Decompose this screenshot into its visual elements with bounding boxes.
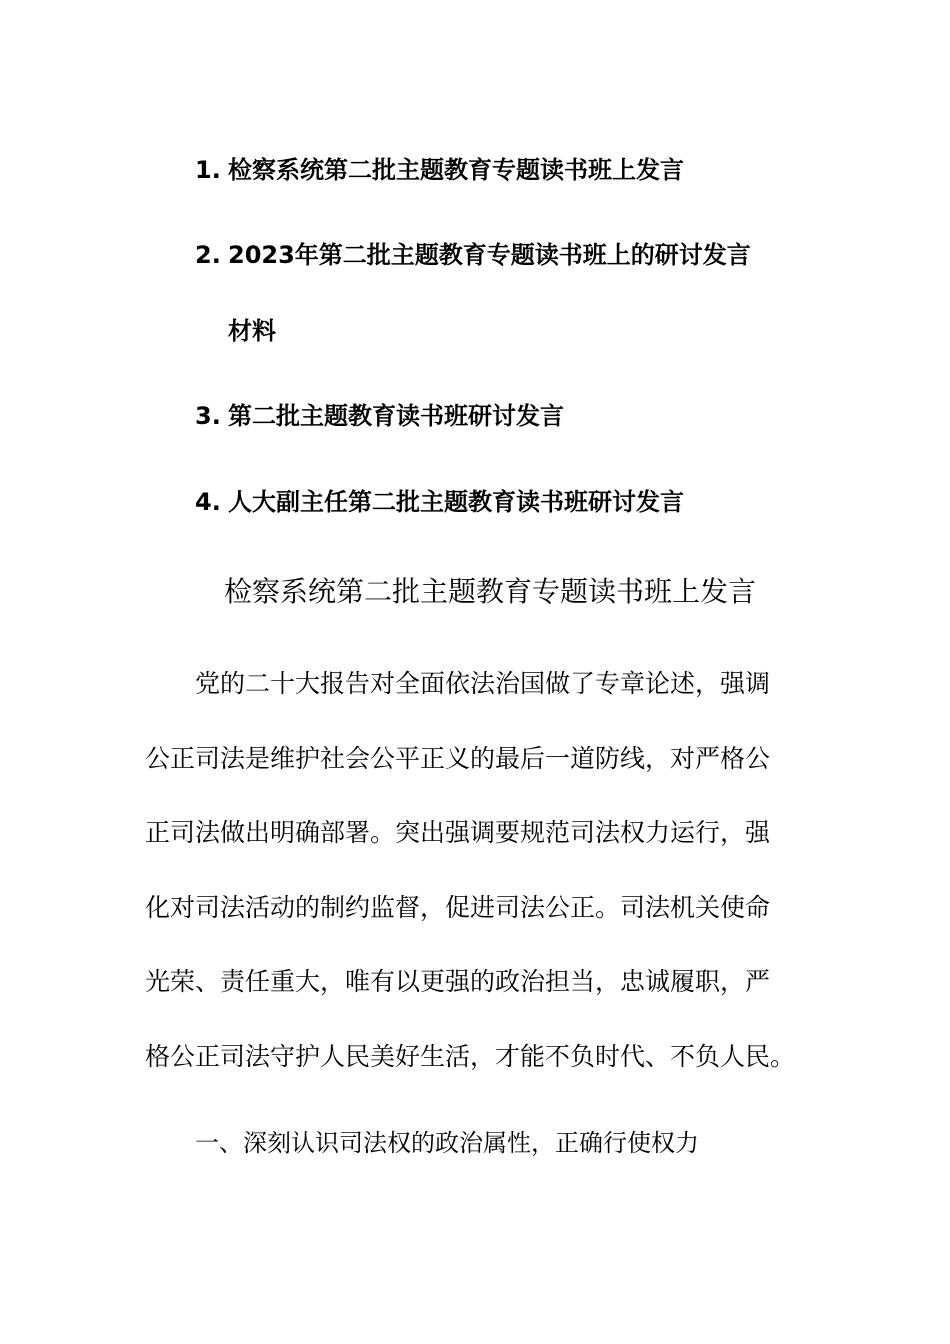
paragraph-line-3: 正司法做出明确部署。突出强调要规范司法权力运行，强 [145, 818, 771, 847]
paragraph-line-6: 格公正司法守护人民美好生活，才能不负时代、不负人民。 [145, 1042, 796, 1071]
section-heading: 一、深刻认识司法权的政治属性，正确行使权力 [195, 1129, 699, 1157]
toc-item-number: 2. [195, 241, 221, 269]
paragraph-line-1: 党的二十大报告对全面依法治国做了专章论述，强调 [195, 669, 771, 698]
toc-item-2-continuation: 材料 [228, 317, 276, 345]
toc-item-4 [195, 487, 815, 517]
paragraph-line-4: 化对司法活动的制约监督，促进司法公正。司法机关使命 [145, 893, 771, 922]
toc-item-3 [195, 401, 815, 431]
toc-item-text: 人大副主任第二批主题教育读书班研讨发言 [228, 488, 684, 516]
toc-item-number: 4. [195, 488, 221, 516]
toc-item-text: 2023年第二批主题教育专题读书班上的研讨发言 [228, 241, 751, 269]
toc-item-number: 1. [195, 156, 221, 184]
toc-item-number: 3. [195, 402, 221, 430]
toc-item-text: 检察系统第二批主题教育专题读书班上发言 [228, 156, 684, 184]
toc-item-2 [195, 240, 815, 270]
paragraph-line-2: 公正司法是维护社会公平正义的最后一道防线，对严格公 [145, 744, 771, 773]
toc-item-text: 第二批主题教育读书班研讨发言 [228, 402, 564, 430]
paragraph-line-5: 光荣、责任重大，唯有以更强的政治担当，忠诚履职，严 [145, 967, 771, 996]
toc-item-1 [195, 155, 815, 185]
article-title: 检察系统第二批主题教育专题读书班上发言 [223, 575, 756, 608]
